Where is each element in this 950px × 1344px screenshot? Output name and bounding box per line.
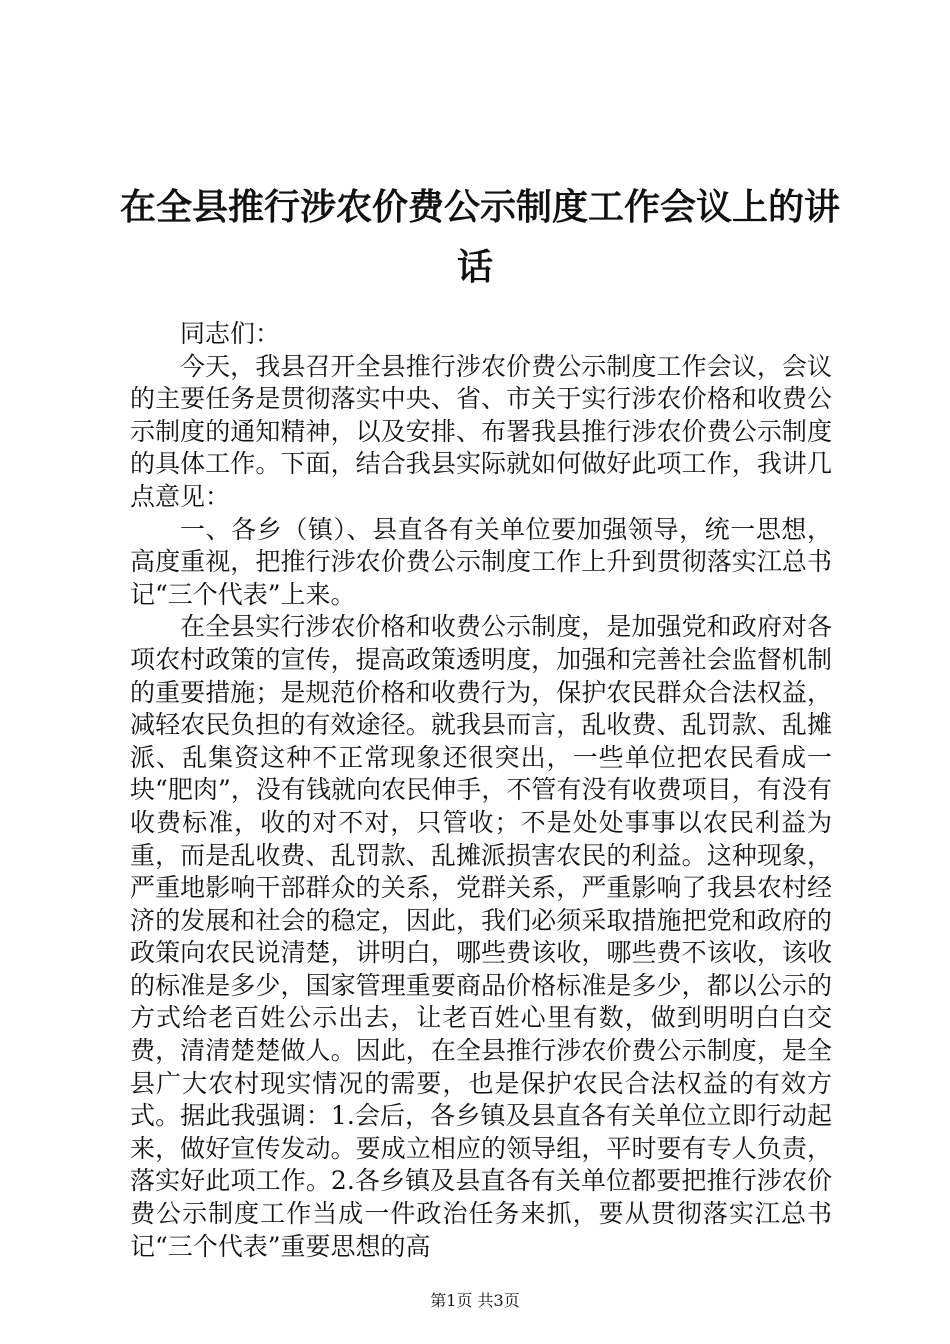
greeting-paragraph: 同志们： [180, 319, 281, 348]
document-body [130, 318, 832, 1263]
body-paragraph: 在全县实行涉农价格和收费公示制度，是加强党和政府对各项农村政策的宣传，提高政策透明度，加强和完善社会监督机制的重要措施；是规范价格和收费行为，保护农民群众合法权益，减轻农民负担的有效途径。就我县而言，乱收费、乱罚款、乱摊派、乱集资这种不正常现象还很突出，一些单位把农民看成一块“肥肉”，没有钱就向农民伸手，不管有没有收费项目，有没有收费标准，收的对不对，只管收；不是处处事事以农民利益为重，而是乱收费、乱罚款、乱摊派损害农民的利益。这种现象，严重地影响干部群众的关系，党群关系，严重影响了我县农村经济的发展和社会的稳定，因此，我们必须采取措施把党和政府的政策向农民说清楚，讲明白，哪些费该收，哪些费不该收，该收的标准是多少，国家管理重要商品价格标准是多少，都以公示的方式给老百姓公示出去，让老百姓心里有数，做到明明白白交费，清清楚楚做人。因此，在全县推行涉农价费公示制度，是全县广大农村现实情况的需要，也是保护农民合法权益的有效方式。据此我强调：1.会后，各乡镇及县直各有关单位立即行动起来，做好宣传发动。要成立相应的领导组，平时要有专人负责，落实好此项工作。2.各乡镇及县直各有关单位都要把推行涉农价费公示制度工作当成一件政治任务来抓，要从贯彻落实江总书记“三个代表”重要思想的高 [130, 612, 832, 1261]
section-heading-paragraph: 一、各乡（镇）、县直各有关单位要加强领导，统一思想，高度重视，把推行涉农价费公示制度工作上升到贯彻落实江总书记“三个代表”上来。 [130, 514, 832, 609]
intro-paragraph: 今天，我县召开全县推行涉农价费公示制度工作会议，会议的主要任务是贯彻落实中央、省、市关于实行涉农价格和收费公示制度的通知精神，以及安排、布署我县推行涉农价费公示制度的具体工作。下面，结合我县实际就如何做好此项工作，我讲几点意见： [130, 351, 832, 511]
document-title-line-2: 话 [456, 247, 493, 288]
document-title-line-1: 在全县推行涉农价费公示制度工作会议上的讲 [120, 187, 841, 228]
page-footer: 第1页 共3页 [430, 1291, 520, 1310]
